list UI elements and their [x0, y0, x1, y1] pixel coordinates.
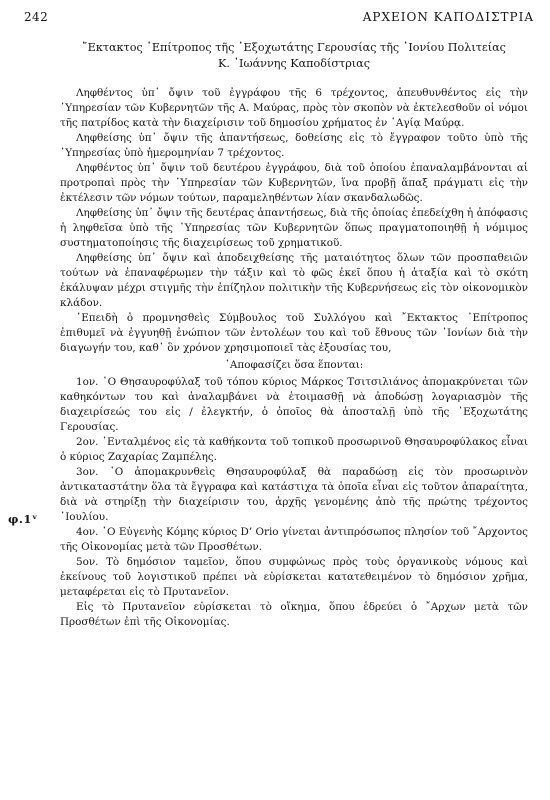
paragraph-6: ᾿Επειδὴ ὁ προμνησθεὶς Σύμβουλος τοῦ Συλλόγου καὶ ῎Εκτακτος ᾿Επίτροπος ἐπιθυμεῖ νὰ ἐγγυηθῇ ἐνώπιον τῶν ἐντολέων του καὶ τοῦ ἔθνους τῶν ᾿Ιονίων διὰ τὴν διαγωγήν του, καθ᾿ ὃν χρόνον χρησιμοποιεῖ τὰς ἐξουσίας του,	[60, 312, 528, 354]
article-5: 5ον. Τὸ δημόσιον ταμεῖον, ὅπου συμφώνως πρὸς τοὺς ὀργανικοὺς νόμους καὶ ἐκείνους τοῦ λογιστικοῦ πρέπει νὰ εὑρίσκεται κατατεθειμένον τὸ δημόσιον χρῆμα, μεταφέρεται εἰς τὸ Πρυτανεῖον.	[60, 556, 528, 598]
paragraph-5: Ληφθείσης ὑπ᾿ ὄψιν καὶ ἀποδειχθείσης τῆς ματαιότητος ὅλων τῶν προσπαθειῶν τούτων νὰ ἐπαναφέρωμεν τὴν τάξιν καὶ τὸ φῶς ἐκεῖ ὅπου ἡ ἀταξία καὶ τὸ σκότη ἐκάλυψαν μέχρι στιγμῆς τὴν ἐπίζηλον πολιτικὴν τῆς Κυβερνήσεως εἰς τὸν οἰκονομικὸν κλάδον.	[60, 252, 528, 309]
paragraph-1: Ληφθέντος ὑπ᾿ ὄψιν τοῦ ἐγγράφου τῆς 6 τρέχοντος, ἀπευθυνθέντος εἰς τὴν ῾Υπηρεσίαν τῶν Κυβερνητῶν τῆς Α. Μαύρας, πρὸς τὸν σκοπὸν νὰ ἐκτελεσθοῦν οἱ νόμοι τῆς πατρίδος κατὰ τὴν διαχείρισιν τοῦ δημοσίου χρήματος ἐν ῾Αγίᾳ Μαύρᾳ.	[60, 87, 528, 129]
running-head	[24, 10, 534, 26]
document-body	[60, 40, 528, 630]
article-4: 4ον. ῾Ο Εὐγενὴς Κόμης κύριος D’ Orio γίνεται ἀντιπρόσωπος πλησίον τοῦ ῎Αρχοντος τῆς Οἰκονομίας μετὰ τῶν Προσθέτων.	[60, 526, 528, 553]
decides-line: ᾿Αποφασίζει ὅσα ἕπονται:	[224, 359, 364, 371]
page-number: 242	[24, 10, 49, 24]
article-3: 3ον. ῾Ο ἀπομακρυνθεὶς Θησαυροφύλαξ θὰ παραδώσῃ εἰς τὸν προσωρινὸν ἀντικαταστάτην ὅλα τὰ ἔγγραφα καὶ κατάστιχα τὰ ὁποῖα εἶναι εἰς τοῦτον ἀπαραίτητα, διὰ νὰ στηρίξῃ τὴν διαχείρισιν του, ἀρχῆς γενομένης ἀπὸ τῆς πρώτης τρέχοντος ᾿Ιουλίου.	[60, 466, 528, 523]
paragraph-4: Ληφθείσης ὑπ᾿ ὄψιν τῆς δευτέρας ἀπαντήσεως, διὰ τῆς ὁποίας ἐπεδείχθη ἡ ἀπόφασις ἡ ληφθεῖσα ὑπὸ τῆς ῾Υπηρεσίας τῶν Κυβερνητῶν ὅπως πραγματοποιηθῇ ἡ νόμιμος συστηματοποίησις τῆς διαχειρίσεως τοῦ χρηματικοῦ.	[60, 207, 528, 249]
article-1: 1ον. ῾Ο Θησαυροφύλαξ τοῦ τόπου κύριος Μάρκος Τσιτσιλιάνος ἀπομακρύνεται τῶν καθηκόντων του καὶ ἀναλαμβάνει νὰ ἑτοιμασθῇ νὰ ἀποδώσῃ λογαριασμὸν τῆς διαχειρίσεώς του εἰς / ἐλεγκτήν, ὁ ὁποῖος θὰ ἀποσταλῇ ὑπὸ τῆς ᾿Εξοχωτάτης Γερουσίας.	[60, 376, 528, 433]
paragraph-2: Ληφθείσης ὑπ᾿ ὄψιν τῆς ἀπαντήσεως, δοθείσης εἰς τὸ ἔγγραφον τοῦτο ὑπὸ τῆς ῾Υπηρεσίας ὑπὸ ἡμερομηνίαν 7 τρέχοντος.	[60, 132, 528, 159]
article-5-continuation: Εἰς τὸ Πρυτανεῖον εὑρίσκεται τὸ οἴκημα, ὅπου ἑδρεύει ὁ ῎Αρχων μετὰ τῶν Προσθέτων ἐπὶ τῆς Οἰκονομίας.	[60, 601, 528, 628]
running-title: ΑΡΧΕΙΟΝ ΚΑΠΟΔΙΣΤΡΙΑ	[362, 10, 534, 24]
heading-line-2: Κ. ᾿Ιωάννης Καποδίστριας	[217, 57, 371, 70]
paragraph-3: Ληφθέντος ὑπ᾿ ὄψιν τοῦ δευτέρου ἐγγράφου, διὰ τοῦ ὁποίου ἐπαναλαμβάνονται αἱ προτροπαὶ πρὸς τὴν ῾Υπηρεσίαν τῶν Κυβερνητῶν, ἵνα προβῇ ἅπαξ πράγματι εἰς τὴν ἐκτέλεσιν τῶν νόμων τούτων, παραμεληθέντων λίαν σκανδαλωδῶς.	[60, 162, 528, 204]
document-heading	[60, 40, 528, 72]
heading-line-1: ῎Εκτακτος ᾿Επίτροπος τῆς ᾿Εξοχωτάτης Γερουσίας τῆς ᾿Ιονίου Πολιτείας	[82, 41, 506, 54]
article-2: 2ον. ᾿Ενταλμένος εἰς τὰ καθήκοντα τοῦ τοπικοῦ προσωρινοῦ Θησαυροφύλακος εἶναι ὁ κύριος Ζαχαρίας Ζαμπέλης.	[60, 436, 528, 463]
marginal-folio-note: φ.1ᵛ	[8, 512, 39, 526]
